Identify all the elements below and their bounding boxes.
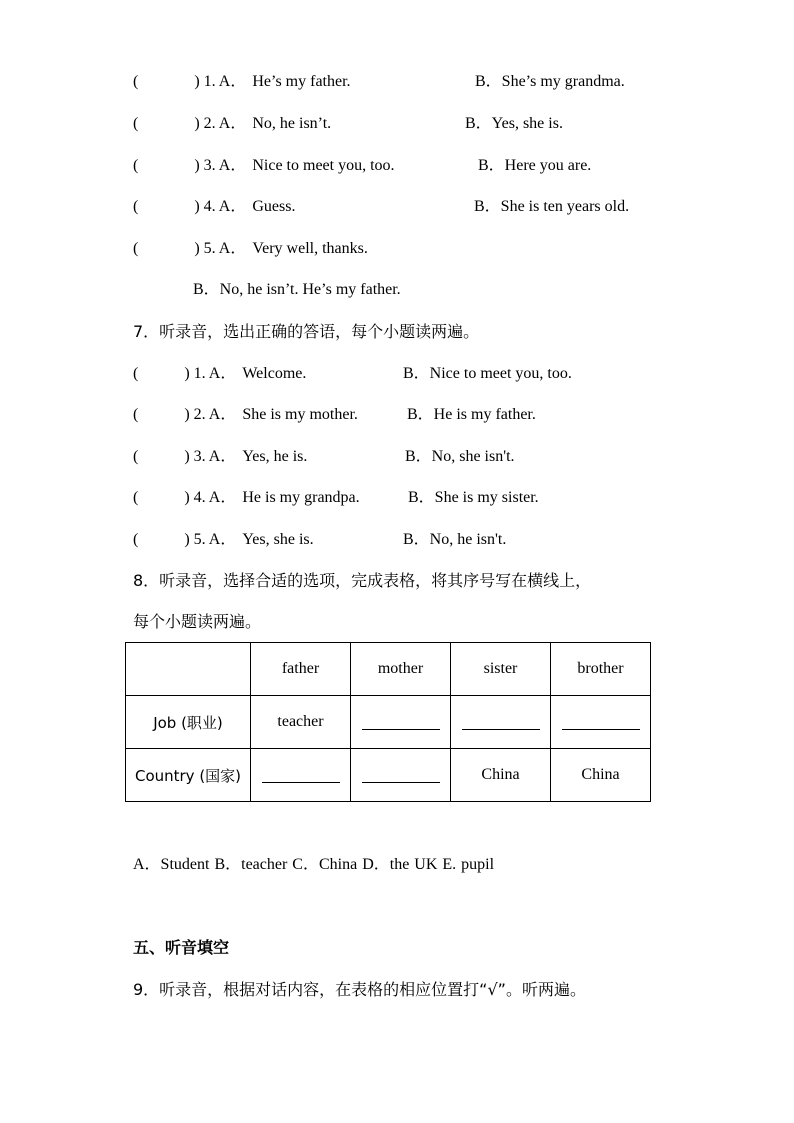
question-6-2: ( ) 2. A． No, he isn’t. xyxy=(133,115,332,132)
table-row-job xyxy=(126,696,651,749)
option-b: B．No, he isn’t. He’s my father. xyxy=(193,281,401,298)
question-6-1: ( ) 1. A． He’s my father. xyxy=(133,73,351,90)
option-b: B．Nice to meet you, too. xyxy=(403,365,572,382)
option-a: Very well, thanks. xyxy=(252,240,368,257)
question-8-title-line1: 8．听录音，选择合适的选项，完成表格，将其序号写在横线上， xyxy=(133,571,592,590)
section-heading: 五、听音填空 xyxy=(133,938,230,957)
question-9-title: 9．听录音，根据对话内容，在表格的相应位置打“√”。听两遍。 xyxy=(133,980,586,999)
family-info-table xyxy=(125,642,651,802)
question-6-5: ( ) 5. A． Very well, thanks. xyxy=(133,240,368,257)
header-cell-empty xyxy=(126,643,251,696)
header-cell: brother xyxy=(551,643,651,696)
answer-blank-cell[interactable] xyxy=(351,749,451,802)
option-a: He’s my father. xyxy=(252,73,351,90)
question-7-2: ( ) 2. A． She is my mother. xyxy=(133,406,358,423)
header-cell: mother xyxy=(351,643,451,696)
question-7-4: ( ) 4. A． He is my grandpa. xyxy=(133,489,360,506)
question-8-title-line2: 每个小题读两遍。 xyxy=(133,612,262,631)
option-b: B．No, he isn't. xyxy=(403,531,507,548)
answer-line[interactable] xyxy=(462,728,540,730)
answer-blank-cell[interactable] xyxy=(551,696,651,749)
option-a: Nice to meet you, too. xyxy=(252,157,395,174)
question-7-title: 7．听录音，选出正确的答语，每个小题读两遍。 xyxy=(133,322,480,341)
option-a: Guess. xyxy=(252,198,296,215)
answer-line[interactable] xyxy=(562,728,640,730)
options-list: A．Student B．teacher C．China D．the UK E. pupil xyxy=(133,856,495,873)
option-a: She is my mother. xyxy=(242,406,358,423)
item-number: 1. A． xyxy=(203,73,247,90)
option-a: Yes, she is. xyxy=(242,531,314,548)
header-cell: father xyxy=(251,643,351,696)
answer-blank-cell[interactable] xyxy=(351,696,451,749)
option-b: B．Yes, she is. xyxy=(465,115,563,132)
question-7-1: ( ) 1. A． Welcome. xyxy=(133,365,307,382)
option-a: Yes, he is. xyxy=(242,448,308,465)
table-header-row xyxy=(126,643,651,696)
answer-line[interactable] xyxy=(262,781,340,783)
answer-paren-open: ( xyxy=(133,73,139,90)
table-row-country xyxy=(126,749,651,802)
table-cell: China xyxy=(551,749,651,802)
table-cell: teacher xyxy=(251,696,351,749)
header-cell: sister xyxy=(451,643,551,696)
answer-line[interactable] xyxy=(362,728,440,730)
table-cell: China xyxy=(451,749,551,802)
question-7-3: ( ) 3. A． Yes, he is. xyxy=(133,448,308,465)
option-b: B．He is my father. xyxy=(407,406,536,423)
row-label: Job (职业) xyxy=(126,696,251,749)
answer-blank-cell[interactable] xyxy=(251,749,351,802)
question-7-5: ( ) 5. A． Yes, she is. xyxy=(133,531,314,548)
option-b: B．Here you are. xyxy=(478,157,592,174)
option-b: B．She’s my grandma. xyxy=(475,73,625,90)
option-a: He is my grandpa. xyxy=(242,489,360,506)
option-b: B．She is ten years old. xyxy=(474,198,630,215)
question-6-3: ( ) 3. A． Nice to meet you, too. xyxy=(133,157,395,174)
answer-blank-cell[interactable] xyxy=(451,696,551,749)
option-a: No, he isn’t. xyxy=(252,115,332,132)
option-b: B．No, she isn't. xyxy=(405,448,515,465)
row-label: Country (国家) xyxy=(126,749,251,802)
option-b: B．She is my sister. xyxy=(408,489,539,506)
answer-line[interactable] xyxy=(362,781,440,783)
option-a: Welcome. xyxy=(242,365,307,382)
question-6-4: ( ) 4. A． Guess. xyxy=(133,198,296,215)
